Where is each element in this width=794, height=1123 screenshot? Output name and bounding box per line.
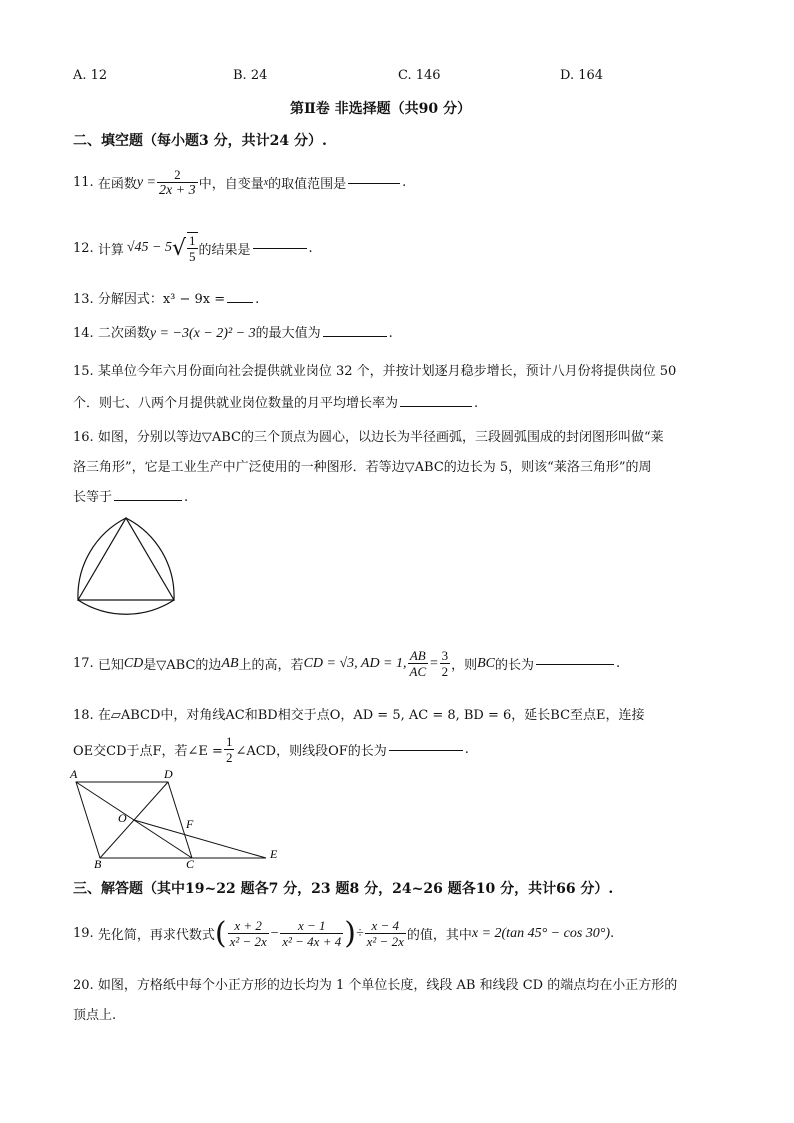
question-19: 19. 先化简，再求代数式 ( $\frac{x + 2}{\text{x² − 2x}}$ − $\frac{x - 1}{\text{x² − 4x + 4}}$ ) ÷ $\frac{x - 4}{\text{x² − 2x}}$ 的值，其中 x = 2(tan 45° − cos 30°) . xyxy=(73,916,615,951)
q18-text: 在▱ABCD中，对角线AC和BD相交于点O，AD = 5, AC = 8, BD = 6，延长BC至点E，连接 xyxy=(97,708,645,723)
q18-text3: ∠ACD，则线段OF的长为 xyxy=(235,744,387,759)
question-number: 17. xyxy=(73,656,94,671)
section2-heading: 二、填空题（每小题3 分，共计24 分）. xyxy=(73,133,327,149)
choice-d: D. 164 xyxy=(560,68,604,83)
question-number: 20. xyxy=(73,978,94,993)
q13-text: 分解因式：x³ − 9x = xyxy=(97,292,226,307)
q11-fraction: $\frac{2}{2x + 3}$ xyxy=(159,167,196,198)
q15-text2: 个．则七、八两个月提供就业岗位数量的月平均增长率为 xyxy=(73,396,399,411)
q15-text: 某单位今年六月份面向社会提供就业岗位 32 个，并按计划逐月稳步增长，预计八月份将提供岗位 50 xyxy=(97,364,677,379)
q11-var: x xyxy=(263,177,269,188)
q11-text2: 中，自变量 xyxy=(198,177,264,192)
question-16-line2: 洛三角形”，它是工业生产中广泛使用的一种图形．若等边▽ABC的边长为 5，则该“莱洛三角形”的周 xyxy=(73,460,652,475)
label-e: E xyxy=(270,847,278,861)
question-number: 15. xyxy=(73,364,94,379)
question-12: 12. 计算 √45 − 5 √ $\frac{1}{5}$ 的结果是 . xyxy=(73,233,313,264)
question-11: 11. 在函数 y = $\frac{2}{2x + 3}$ 中，自变量 x 的取值范围是 . xyxy=(73,167,407,198)
question-number: 16. xyxy=(73,430,94,445)
q19-expr: x = 2(tan 45° − cos 30°) xyxy=(471,925,611,941)
equilateral-triangle xyxy=(78,518,174,600)
q16-text3: 长等于 xyxy=(73,490,113,505)
q11-text3: 的取值范围是 xyxy=(268,177,347,192)
question-18-line1 xyxy=(73,704,645,723)
q12-fraction: $\frac{1}{5}$ xyxy=(189,233,196,264)
question-16-line3: 长等于 . xyxy=(73,490,189,505)
question-20-line1 xyxy=(73,974,677,993)
q18-fraction: $\frac{1}{2}$ xyxy=(225,734,233,765)
question-number: 12. xyxy=(73,240,94,256)
q19-text: 先化简，再求代数式 xyxy=(97,928,215,943)
q14-text2: 的最大值为 xyxy=(255,326,321,341)
q18-text2: OE交CD于点F，若∠E = xyxy=(73,744,223,759)
question-15-line2: 个．则七、八两个月提供就业岗位数量的月平均增长率为 . xyxy=(73,396,479,411)
q19-fraction3: $\frac{x - 4}{\text{x² − 2x}}$ xyxy=(366,918,404,949)
q12-expr: √45 − 5 xyxy=(126,240,172,255)
answer-blank[interactable] xyxy=(348,182,400,184)
q14-text: 二次函数 xyxy=(97,326,150,341)
answer-blank[interactable] xyxy=(227,301,253,303)
q11-text: 在函数 xyxy=(97,177,137,192)
question-15-line1 xyxy=(73,360,676,379)
question-number: 19. xyxy=(73,926,94,941)
question-17: 17. 已知 CD 是▽ABC的边 AB 上的高，若 CD = √3, AD = 1, $\frac{AB}{AC}$ = $\frac{3}{2}$ ，则 BC 的长为 . xyxy=(73,648,621,679)
answer-blank[interactable] xyxy=(323,335,387,337)
q11-lhs: y = xyxy=(136,174,157,190)
q16-text: 如图，分别以等边▽ABC的三个顶点为圆心，以边长为半径画弧，三段圆弧围成的封闭图形叫做“莱 xyxy=(97,430,664,445)
answer-blank[interactable] xyxy=(253,247,307,249)
reuleaux-triangle-figure xyxy=(70,514,184,626)
q17-expr: CD = √3, AD = 1, xyxy=(303,655,407,671)
question-number: 18. xyxy=(73,708,94,723)
label-o: O xyxy=(118,811,127,825)
q17-fraction: $\frac{AB}{AC}$ xyxy=(409,648,427,679)
label-d: D xyxy=(164,767,173,781)
part2-title: 第Ⅱ卷 非选择题（共90 分） xyxy=(290,101,472,117)
parallelogram-figure xyxy=(66,764,286,868)
section3-heading: 三、解答题（其中19~22 题各7 分，23 题8 分，24~26 题各10 分，共计66 分）. xyxy=(73,881,614,897)
question-20-line2: 顶点上. xyxy=(73,1008,117,1023)
answer-blank[interactable] xyxy=(389,749,463,751)
segment-oe xyxy=(134,820,266,858)
choice-a: A. 12 xyxy=(73,68,108,83)
label-b: B xyxy=(94,857,102,868)
question-14: 14. 二次函数y = −3(x − 2)² − 3的最大值为 . xyxy=(73,326,393,341)
question-13: 13. 分解因式：x³ − 9x = . xyxy=(73,292,260,307)
choice-b: B. 24 xyxy=(233,68,268,83)
q12-text: 计算 xyxy=(97,242,124,258)
question-16-line1 xyxy=(73,426,664,445)
q20-text: 如图，方格纸中每个小正方形的边长均为 1 个单位长度，线段 AB 和线段 CD 的端点均在小正方形的 xyxy=(97,978,678,993)
label-f: F xyxy=(186,817,194,831)
answer-blank[interactable] xyxy=(114,499,182,501)
question-number: 13. xyxy=(73,292,94,307)
label-a: A xyxy=(70,767,78,781)
question-number: 14. xyxy=(73,326,94,341)
label-c: C xyxy=(186,857,195,868)
q17-fraction2: $\frac{3}{2}$ xyxy=(441,648,449,679)
question-18-line2: OE交CD于点F，若∠E = $\frac{1}{2}$ ∠ACD，则线段OF的长为 . xyxy=(73,734,469,765)
answer-blank[interactable] xyxy=(400,405,472,407)
q19-fraction2: $\frac{x - 1}{\text{x² − 4x + 4}}$ xyxy=(282,918,342,949)
choice-c: C. 146 xyxy=(398,68,441,83)
q14-expr: y = −3(x − 2)² − 3 xyxy=(149,326,256,341)
answer-blank[interactable] xyxy=(536,663,614,665)
q19-fraction1: $\frac{x + 2}{\text{x² − 2x}}$ xyxy=(229,918,267,949)
q12-text2: 的结果是 xyxy=(198,242,251,258)
question-number: 11. xyxy=(73,175,94,190)
